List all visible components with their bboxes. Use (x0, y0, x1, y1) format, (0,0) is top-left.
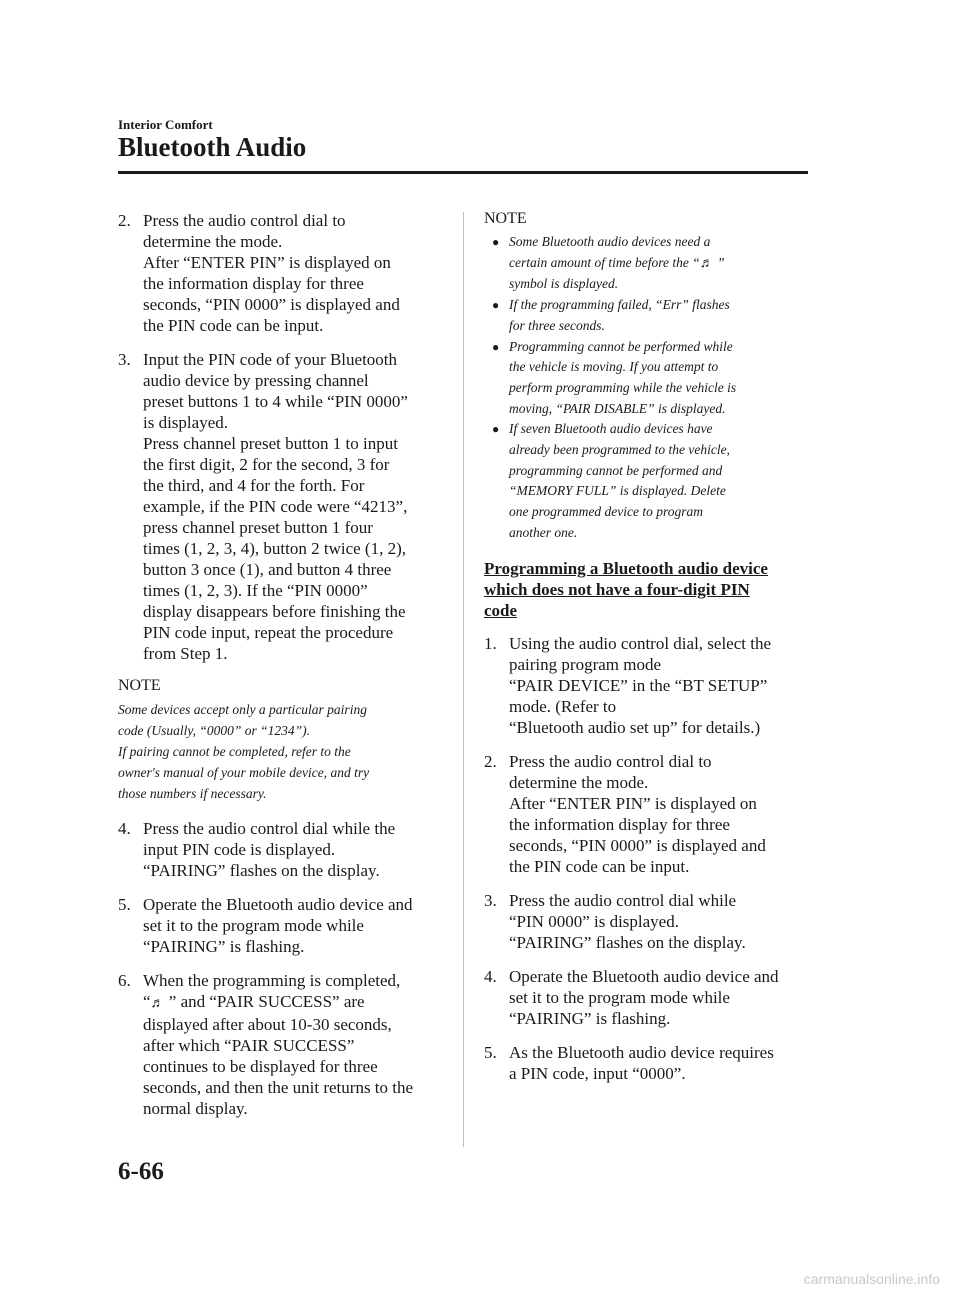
step-6 (118, 970, 452, 1119)
step-number: 3. (484, 890, 497, 910)
step-line: the first digit, 2 for the second, 3 for (143, 455, 390, 474)
step-line: “PIN 0000” is displayed. (509, 911, 679, 931)
note-line: If pairing cannot be completed, refer to the (118, 744, 351, 759)
step-1 (484, 633, 814, 738)
step-3 (118, 349, 452, 664)
watermark-link[interactable]: carmanualsonline.info (803, 1271, 940, 1287)
step-4 (484, 966, 814, 1029)
note-line-end: ” (713, 254, 725, 270)
note-heading: NOTE (484, 210, 527, 227)
step-line: the PIN code can be input. (143, 316, 324, 335)
column-divider (463, 212, 464, 1147)
step-line: PIN code input, repeat the procedure (143, 623, 394, 642)
note-line-start: certain amount of time before the “ (509, 254, 700, 270)
step-line: audio device by pressing channel (143, 371, 369, 390)
step-line: displayed after about 10-30 seconds, (143, 1015, 392, 1034)
music-note-icon: ♬ (699, 255, 714, 271)
step-line: Press the audio control dial to (509, 751, 712, 771)
step-line: “PAIRING” is flashing. (509, 1008, 671, 1028)
note-paragraph (118, 699, 452, 741)
step-2 (484, 751, 814, 877)
step-line: Press the audio control dial while (509, 890, 737, 910)
note-bullet (484, 337, 814, 420)
step-line: “PAIRING” flashes on the display. (143, 861, 380, 880)
note-heading: NOTE (118, 677, 161, 694)
bullet-icon: ● (492, 422, 500, 437)
step-2 (118, 210, 452, 336)
step-line: example, if the PIN code were “4213”, (143, 497, 408, 516)
step-line: input PIN code is displayed. (143, 840, 336, 859)
note-line: those numbers if necessary. (118, 786, 267, 801)
step-line: is displayed. (143, 413, 228, 432)
step-5 (484, 1042, 814, 1084)
note-line: Programming cannot be performed while (509, 338, 733, 354)
note-line: programming cannot be performed and (509, 462, 723, 478)
step-line (143, 991, 452, 1014)
note-line: the vehicle is moving. If you attempt to (509, 359, 719, 375)
step-number: 5. (484, 1042, 497, 1062)
step-line: the information display for three (509, 814, 730, 834)
left-column (118, 210, 452, 1132)
step-number: 5. (118, 895, 131, 914)
step-line: pairing program mode (509, 654, 662, 674)
chapter-title: Bluetooth Audio (118, 132, 307, 162)
step-line: “PAIRING” is flashing. (143, 937, 305, 956)
note-line: another one. (509, 524, 578, 540)
note-line: perform programming while the vehicle is (509, 379, 737, 395)
note-line: “MEMORY FULL” is displayed. Delete (509, 483, 726, 499)
note-line: already been programmed to the vehicle, (509, 442, 730, 458)
note-line: owner's manual of your mobile device, and try (118, 765, 370, 780)
step-line: preset buttons 1 to 4 while “PIN 0000” (143, 392, 408, 411)
step-line: After “ENTER PIN” is displayed on (143, 253, 391, 272)
step-line: seconds, “PIN 0000” is displayed and (509, 835, 766, 855)
step-line: Operate the Bluetooth audio device and (143, 895, 413, 914)
step-line: Press the audio control dial to (143, 211, 346, 230)
note-line: moving, “PAIR DISABLE” is displayed. (509, 400, 726, 416)
step-5 (118, 894, 452, 957)
step-line: the information display for three (143, 274, 364, 293)
step-number: 6. (118, 971, 131, 990)
step-number: 3. (118, 350, 131, 369)
step-number: 2. (484, 751, 497, 771)
note-bullet (484, 419, 814, 543)
subheading-line: Programming a Bluetooth audio device (484, 558, 768, 578)
step-line: a PIN code, input “0000”. (509, 1063, 686, 1083)
note-line: symbol is displayed. (509, 276, 619, 292)
step-line: As the Bluetooth audio device requires (509, 1042, 774, 1062)
note-bullet (484, 295, 814, 336)
section-label: Interior Comfort (118, 117, 213, 132)
step-line: “Bluetooth audio set up” for details.) (509, 717, 761, 737)
step-number: 1. (484, 633, 497, 653)
step-line: button 3 once (1), and button 4 three (143, 560, 392, 579)
step-line: “PAIRING” flashes on the display. (509, 932, 746, 952)
step-line: after which “PAIR SUCCESS” (143, 1036, 355, 1055)
section-subheading (484, 558, 814, 621)
step-line: mode. (Refer to (509, 696, 617, 716)
note-line: one programmed device to program (509, 504, 703, 520)
note-line: Some devices accept only a particular pairing (118, 702, 367, 717)
step-number: 2. (118, 211, 131, 230)
step-line: press channel preset button 1 four (143, 518, 373, 537)
step-line: “PAIR DEVICE” in the “BT SETUP” (509, 675, 768, 695)
bullet-icon: ● (492, 298, 500, 313)
note-line (509, 253, 814, 275)
note-bullet (484, 232, 814, 295)
step-line: times (1, 2, 3, 4), button 2 twice (1, 2), (143, 539, 406, 558)
step-number: 4. (484, 966, 497, 986)
step-line: continues to be displayed for three (143, 1057, 378, 1076)
step-line: set it to the program mode while (509, 987, 730, 1007)
step-number: 4. (118, 819, 131, 838)
step-line: display disappears before finishing the (143, 602, 406, 621)
step-line: from Step 1. (143, 644, 228, 663)
subheading-line: code (484, 600, 518, 620)
note-line: If seven Bluetooth audio devices have (509, 421, 713, 437)
step-line: the PIN code can be input. (509, 856, 690, 876)
step-line: determine the mode. (143, 232, 283, 251)
step-line: After “ENTER PIN” is displayed on (509, 793, 757, 813)
subheading-line: which does not have a four-digit PIN (484, 579, 750, 599)
header-rule (118, 171, 808, 174)
page-number: 6-66 (118, 1158, 164, 1185)
note-line: for three seconds. (509, 317, 605, 333)
bullet-icon: ● (492, 235, 500, 249)
note-paragraph (118, 741, 452, 804)
note-line: code (Usually, “0000” or “1234”). (118, 723, 311, 738)
step-line: Press channel preset button 1 to input (143, 434, 398, 453)
step-line: Press the audio control dial while the (143, 819, 396, 838)
step-line: determine the mode. (509, 772, 649, 792)
note-line: If the programming failed, “Err” flashes (509, 297, 730, 313)
step-line: Operate the Bluetooth audio device and (509, 966, 779, 986)
step-line: normal display. (143, 1099, 248, 1118)
step-4 (118, 818, 452, 881)
step-3 (484, 890, 814, 953)
note-bullet-list (484, 232, 814, 544)
step-line: When the programming is completed, (143, 971, 401, 990)
music-note-icon: ♬ (150, 996, 165, 1011)
note-line: Some Bluetooth audio devices need a (509, 234, 711, 249)
right-column (484, 210, 814, 1097)
bullet-icon: ● (492, 339, 500, 354)
step-line: the third, and 4 for the forth. For (143, 476, 365, 495)
quote-open: “ (143, 992, 151, 1011)
step-line: seconds, and then the unit returns to the (143, 1078, 414, 1097)
step-line-rest: ” and “PAIR SUCCESS” are (164, 992, 365, 1011)
step-line: Using the audio control dial, select the (509, 633, 772, 653)
step-line: times (1, 2, 3). If the “PIN 0000” (143, 581, 368, 600)
step-line: Input the PIN code of your Bluetooth (143, 350, 398, 369)
step-line: seconds, “PIN 0000” is displayed and (143, 295, 400, 314)
step-line: set it to the program mode while (143, 916, 364, 935)
